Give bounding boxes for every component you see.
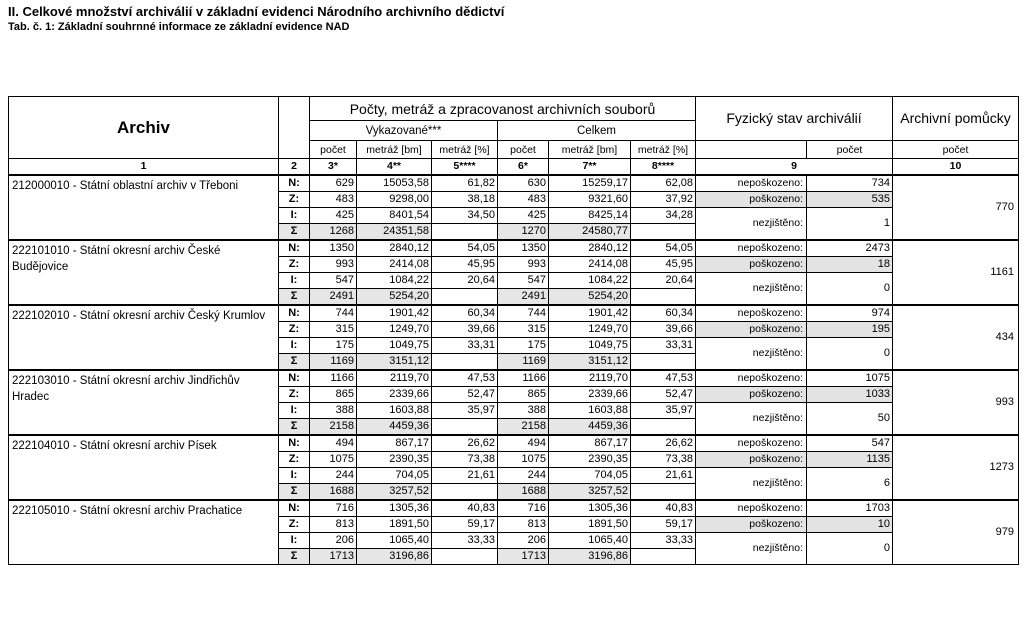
- col-count-header: počet: [310, 141, 357, 159]
- row-label: N:: [279, 240, 310, 257]
- value-cell: 1065,40: [549, 532, 631, 548]
- col-number: 3*: [310, 159, 357, 175]
- col-meters-header: metráž [bm]: [549, 141, 631, 159]
- value-cell: 1049,75: [357, 337, 432, 353]
- value-cell: 35,97: [432, 402, 498, 418]
- row-label: I:: [279, 532, 310, 548]
- state-label: nepoškozeno:: [696, 305, 807, 322]
- sum-cell: 1270: [498, 223, 549, 240]
- finding-aids-count: 1273: [893, 435, 1019, 500]
- finding-aids-count: 993: [893, 370, 1019, 435]
- row-label: Z:: [279, 191, 310, 207]
- value-cell: 33,33: [631, 532, 696, 548]
- col-state-empty: [696, 141, 807, 159]
- table-row: [9, 305, 1019, 322]
- value-cell: 26,62: [631, 435, 696, 452]
- value-cell: 744: [310, 305, 357, 322]
- state-count: 1075: [807, 370, 893, 387]
- row-label: I:: [279, 207, 310, 223]
- value-cell: 2119,70: [357, 370, 432, 387]
- sum-cell: 2158: [310, 418, 357, 435]
- value-cell: 45,95: [631, 256, 696, 272]
- value-cell: 1350: [498, 240, 549, 257]
- archive-name: 222101010 - Státní okresní archiv České Budějovice: [9, 240, 279, 305]
- state-count: 195: [807, 321, 893, 337]
- state-count: 974: [807, 305, 893, 322]
- sum-cell: 3257,52: [549, 483, 631, 500]
- sum-cell: 1688: [498, 483, 549, 500]
- sum-cell: 3151,12: [549, 353, 631, 370]
- value-cell: 20,64: [631, 272, 696, 288]
- state-label: nezjištěno:: [696, 467, 807, 500]
- label-header: [279, 97, 310, 159]
- table-row: [9, 500, 1019, 517]
- value-cell: 425: [498, 207, 549, 223]
- row-label: Z:: [279, 516, 310, 532]
- finding-aids-count: 434: [893, 305, 1019, 370]
- sum-cell: 5254,20: [549, 288, 631, 305]
- row-label: Σ: [279, 548, 310, 564]
- value-cell: 8401,54: [357, 207, 432, 223]
- value-cell: 34,28: [631, 207, 696, 223]
- total-header: Celkem: [498, 121, 696, 141]
- row-label: Σ: [279, 288, 310, 305]
- row-label: Σ: [279, 223, 310, 240]
- value-cell: 47,53: [631, 370, 696, 387]
- empty-cell: [631, 418, 696, 435]
- value-cell: 2390,35: [357, 451, 432, 467]
- value-cell: 8425,14: [549, 207, 631, 223]
- table-caption: Tab. č. 1: Základní souhrnné informace ze základní evidence NAD: [8, 21, 350, 33]
- value-cell: 38,18: [432, 191, 498, 207]
- sum-cell: 1688: [310, 483, 357, 500]
- state-count: 1135: [807, 451, 893, 467]
- value-cell: 244: [498, 467, 549, 483]
- empty-cell: [432, 418, 498, 435]
- value-cell: 704,05: [357, 467, 432, 483]
- value-cell: 20,64: [432, 272, 498, 288]
- sum-cell: 5254,20: [357, 288, 432, 305]
- col-number: 5****: [432, 159, 498, 175]
- value-cell: 59,17: [432, 516, 498, 532]
- value-cell: 547: [310, 272, 357, 288]
- state-label: poškozeno:: [696, 451, 807, 467]
- value-cell: 2119,70: [549, 370, 631, 387]
- col-count-header: počet: [498, 141, 549, 159]
- row-label: Z:: [279, 321, 310, 337]
- value-cell: 744: [498, 305, 549, 322]
- empty-cell: [432, 483, 498, 500]
- table-body: [9, 175, 1019, 565]
- sum-cell: 3151,12: [357, 353, 432, 370]
- state-label: nezjištěno:: [696, 402, 807, 435]
- state-count: 2473: [807, 240, 893, 257]
- state-count: 50: [807, 402, 893, 435]
- value-cell: 1901,42: [357, 305, 432, 322]
- state-label: poškozeno:: [696, 516, 807, 532]
- value-cell: 867,17: [357, 435, 432, 452]
- value-cell: 1166: [498, 370, 549, 387]
- value-cell: 1901,42: [549, 305, 631, 322]
- value-cell: 206: [310, 532, 357, 548]
- value-cell: 813: [498, 516, 549, 532]
- value-cell: 483: [498, 191, 549, 207]
- sum-cell: 2491: [498, 288, 549, 305]
- col-number: 2: [279, 159, 310, 175]
- value-cell: 865: [498, 386, 549, 402]
- value-cell: 9321,60: [549, 191, 631, 207]
- state-label: poškozeno:: [696, 256, 807, 272]
- row-label: Σ: [279, 353, 310, 370]
- sum-cell: 1713: [498, 548, 549, 564]
- value-cell: 1049,75: [549, 337, 631, 353]
- row-label: N:: [279, 500, 310, 517]
- row-label: I:: [279, 402, 310, 418]
- nad-table-container: [8, 96, 1019, 565]
- value-cell: 39,66: [432, 321, 498, 337]
- sum-cell: 2491: [310, 288, 357, 305]
- row-label: I:: [279, 467, 310, 483]
- row-label: N:: [279, 175, 310, 192]
- value-cell: 33,31: [631, 337, 696, 353]
- state-count: 10: [807, 516, 893, 532]
- value-cell: 813: [310, 516, 357, 532]
- finding-aids-count: 770: [893, 175, 1019, 240]
- archive-name: 222102010 - Státní okresní archiv Český Krumlov: [9, 305, 279, 370]
- value-cell: 39,66: [631, 321, 696, 337]
- value-cell: 9298,00: [357, 191, 432, 207]
- col-number: 9: [696, 159, 893, 175]
- table-row: [9, 175, 1019, 192]
- state-label: nepoškozeno:: [696, 240, 807, 257]
- value-cell: 60,34: [432, 305, 498, 322]
- value-cell: 1065,40: [357, 532, 432, 548]
- col-aids-count-header: počet: [893, 141, 1019, 159]
- value-cell: 34,50: [432, 207, 498, 223]
- value-cell: 483: [310, 191, 357, 207]
- archive-name: 222105010 - Státní okresní archiv Prachatice: [9, 500, 279, 565]
- value-cell: 1603,88: [549, 402, 631, 418]
- empty-cell: [631, 353, 696, 370]
- empty-cell: [432, 548, 498, 564]
- empty-cell: [631, 483, 696, 500]
- sum-cell: 1268: [310, 223, 357, 240]
- col-state-count-header: počet: [807, 141, 893, 159]
- sum-cell: 24580,77: [549, 223, 631, 240]
- sum-cell: 2158: [498, 418, 549, 435]
- value-cell: 2840,12: [357, 240, 432, 257]
- value-cell: 629: [310, 175, 357, 192]
- state-label: nezjištěno:: [696, 207, 807, 240]
- value-cell: 40,83: [432, 500, 498, 517]
- row-label: Z:: [279, 256, 310, 272]
- row-label: Z:: [279, 386, 310, 402]
- value-cell: 494: [498, 435, 549, 452]
- value-cell: 15053,58: [357, 175, 432, 192]
- finding-aids-header: Archivní pomůcky: [893, 97, 1019, 141]
- sum-cell: 1169: [498, 353, 549, 370]
- archive-name: 222103010 - Státní okresní archiv Jindřichův Hradec: [9, 370, 279, 435]
- sum-cell: 1169: [310, 353, 357, 370]
- row-label: N:: [279, 305, 310, 322]
- state-count: 0: [807, 337, 893, 370]
- value-cell: 61,82: [432, 175, 498, 192]
- col-number: 10: [893, 159, 1019, 175]
- value-cell: 547: [498, 272, 549, 288]
- value-cell: 45,95: [432, 256, 498, 272]
- state-count: 734: [807, 175, 893, 192]
- value-cell: 2339,66: [549, 386, 631, 402]
- value-cell: 206: [498, 532, 549, 548]
- value-cell: 54,05: [631, 240, 696, 257]
- archive-name: 222104010 - Státní okresní archiv Písek: [9, 435, 279, 500]
- sum-cell: 1713: [310, 548, 357, 564]
- value-cell: 62,08: [631, 175, 696, 192]
- table-row: [9, 240, 1019, 257]
- value-cell: 716: [498, 500, 549, 517]
- col-number: 1: [9, 159, 279, 175]
- value-cell: 54,05: [432, 240, 498, 257]
- value-cell: 15259,17: [549, 175, 631, 192]
- empty-cell: [432, 223, 498, 240]
- sum-cell: 3196,86: [357, 548, 432, 564]
- finding-aids-count: 1161: [893, 240, 1019, 305]
- value-cell: 2414,08: [549, 256, 631, 272]
- value-cell: 865: [310, 386, 357, 402]
- value-cell: 60,34: [631, 305, 696, 322]
- value-cell: 2390,35: [549, 451, 631, 467]
- state-count: 18: [807, 256, 893, 272]
- row-label: I:: [279, 337, 310, 353]
- value-cell: 52,47: [432, 386, 498, 402]
- empty-cell: [631, 548, 696, 564]
- empty-cell: [631, 288, 696, 305]
- value-cell: 59,17: [631, 516, 696, 532]
- state-count: 1703: [807, 500, 893, 517]
- col-meters-pct-header: metráž [%]: [432, 141, 498, 159]
- value-cell: 315: [498, 321, 549, 337]
- col-meters-pct-header: metráž [%]: [631, 141, 696, 159]
- value-cell: 33,33: [432, 532, 498, 548]
- row-label: N:: [279, 370, 310, 387]
- value-cell: 33,31: [432, 337, 498, 353]
- state-label: nepoškozeno:: [696, 370, 807, 387]
- col-number: 4**: [357, 159, 432, 175]
- value-cell: 26,62: [432, 435, 498, 452]
- archive-name: 212000010 - Státní oblastní archiv v Třeboni: [9, 175, 279, 240]
- empty-cell: [631, 223, 696, 240]
- state-label: nezjištěno:: [696, 272, 807, 305]
- value-cell: 867,17: [549, 435, 631, 452]
- value-cell: 1166: [310, 370, 357, 387]
- value-cell: 993: [310, 256, 357, 272]
- row-label: Σ: [279, 483, 310, 500]
- value-cell: 73,38: [432, 451, 498, 467]
- page-title: II. Celkové množství archiválií v základní evidenci Národního archivního dědictví: [8, 4, 505, 19]
- value-cell: 2339,66: [357, 386, 432, 402]
- value-cell: 494: [310, 435, 357, 452]
- value-cell: 1249,70: [549, 321, 631, 337]
- state-label: nepoškozeno:: [696, 175, 807, 192]
- state-count: 1: [807, 207, 893, 240]
- physical-state-header: Fyzický stav archiválií: [696, 97, 893, 141]
- state-label: nezjištěno:: [696, 337, 807, 370]
- state-label: nepoškozeno:: [696, 435, 807, 452]
- state-label: nepoškozeno:: [696, 500, 807, 517]
- value-cell: 21,61: [432, 467, 498, 483]
- col-number: 8****: [631, 159, 696, 175]
- table-row: [9, 370, 1019, 387]
- value-cell: 244: [310, 467, 357, 483]
- value-cell: 1305,36: [549, 500, 631, 517]
- value-cell: 73,38: [631, 451, 696, 467]
- value-cell: 315: [310, 321, 357, 337]
- value-cell: 1075: [310, 451, 357, 467]
- value-cell: 37,92: [631, 191, 696, 207]
- state-count: 0: [807, 532, 893, 564]
- finding-aids-count: 979: [893, 500, 1019, 565]
- state-count: 547: [807, 435, 893, 452]
- value-cell: 1891,50: [549, 516, 631, 532]
- value-cell: 1084,22: [549, 272, 631, 288]
- value-cell: 1891,50: [357, 516, 432, 532]
- row-label: I:: [279, 272, 310, 288]
- value-cell: 1084,22: [357, 272, 432, 288]
- row-label: N:: [279, 435, 310, 452]
- value-cell: 1075: [498, 451, 549, 467]
- row-label: Σ: [279, 418, 310, 435]
- value-cell: 52,47: [631, 386, 696, 402]
- value-cell: 21,61: [631, 467, 696, 483]
- table-row: [9, 435, 1019, 452]
- reported-header: Vykazované***: [310, 121, 498, 141]
- state-label: poškozeno:: [696, 321, 807, 337]
- value-cell: 1603,88: [357, 402, 432, 418]
- state-count: 1033: [807, 386, 893, 402]
- value-cell: 993: [498, 256, 549, 272]
- value-cell: 716: [310, 500, 357, 517]
- col-meters-header: metráž [bm]: [357, 141, 432, 159]
- value-cell: 40,83: [631, 500, 696, 517]
- value-cell: 388: [310, 402, 357, 418]
- state-count: 6: [807, 467, 893, 500]
- value-cell: 2414,08: [357, 256, 432, 272]
- nad-summary-table: [8, 96, 1019, 565]
- counts-group-header: Počty, metráž a zpracovanost archivních souborů: [310, 97, 696, 121]
- row-label: Z:: [279, 451, 310, 467]
- state-label: poškozeno:: [696, 191, 807, 207]
- archiv-header: Archiv: [9, 97, 279, 159]
- value-cell: 2840,12: [549, 240, 631, 257]
- value-cell: 1350: [310, 240, 357, 257]
- state-label: poškozeno:: [696, 386, 807, 402]
- value-cell: 388: [498, 402, 549, 418]
- value-cell: 425: [310, 207, 357, 223]
- empty-cell: [432, 288, 498, 305]
- value-cell: 1305,36: [357, 500, 432, 517]
- state-label: nezjištěno:: [696, 532, 807, 564]
- value-cell: 175: [498, 337, 549, 353]
- col-number: 6*: [498, 159, 549, 175]
- state-count: 0: [807, 272, 893, 305]
- value-cell: 1249,70: [357, 321, 432, 337]
- value-cell: 35,97: [631, 402, 696, 418]
- state-count: 535: [807, 191, 893, 207]
- sum-cell: 3257,52: [357, 483, 432, 500]
- sum-cell: 4459,36: [549, 418, 631, 435]
- value-cell: 630: [498, 175, 549, 192]
- value-cell: 175: [310, 337, 357, 353]
- sum-cell: 24351,58: [357, 223, 432, 240]
- value-cell: 704,05: [549, 467, 631, 483]
- sum-cell: 4459,36: [357, 418, 432, 435]
- empty-cell: [432, 353, 498, 370]
- sum-cell: 3196,86: [549, 548, 631, 564]
- value-cell: 47,53: [432, 370, 498, 387]
- col-number: 7**: [549, 159, 631, 175]
